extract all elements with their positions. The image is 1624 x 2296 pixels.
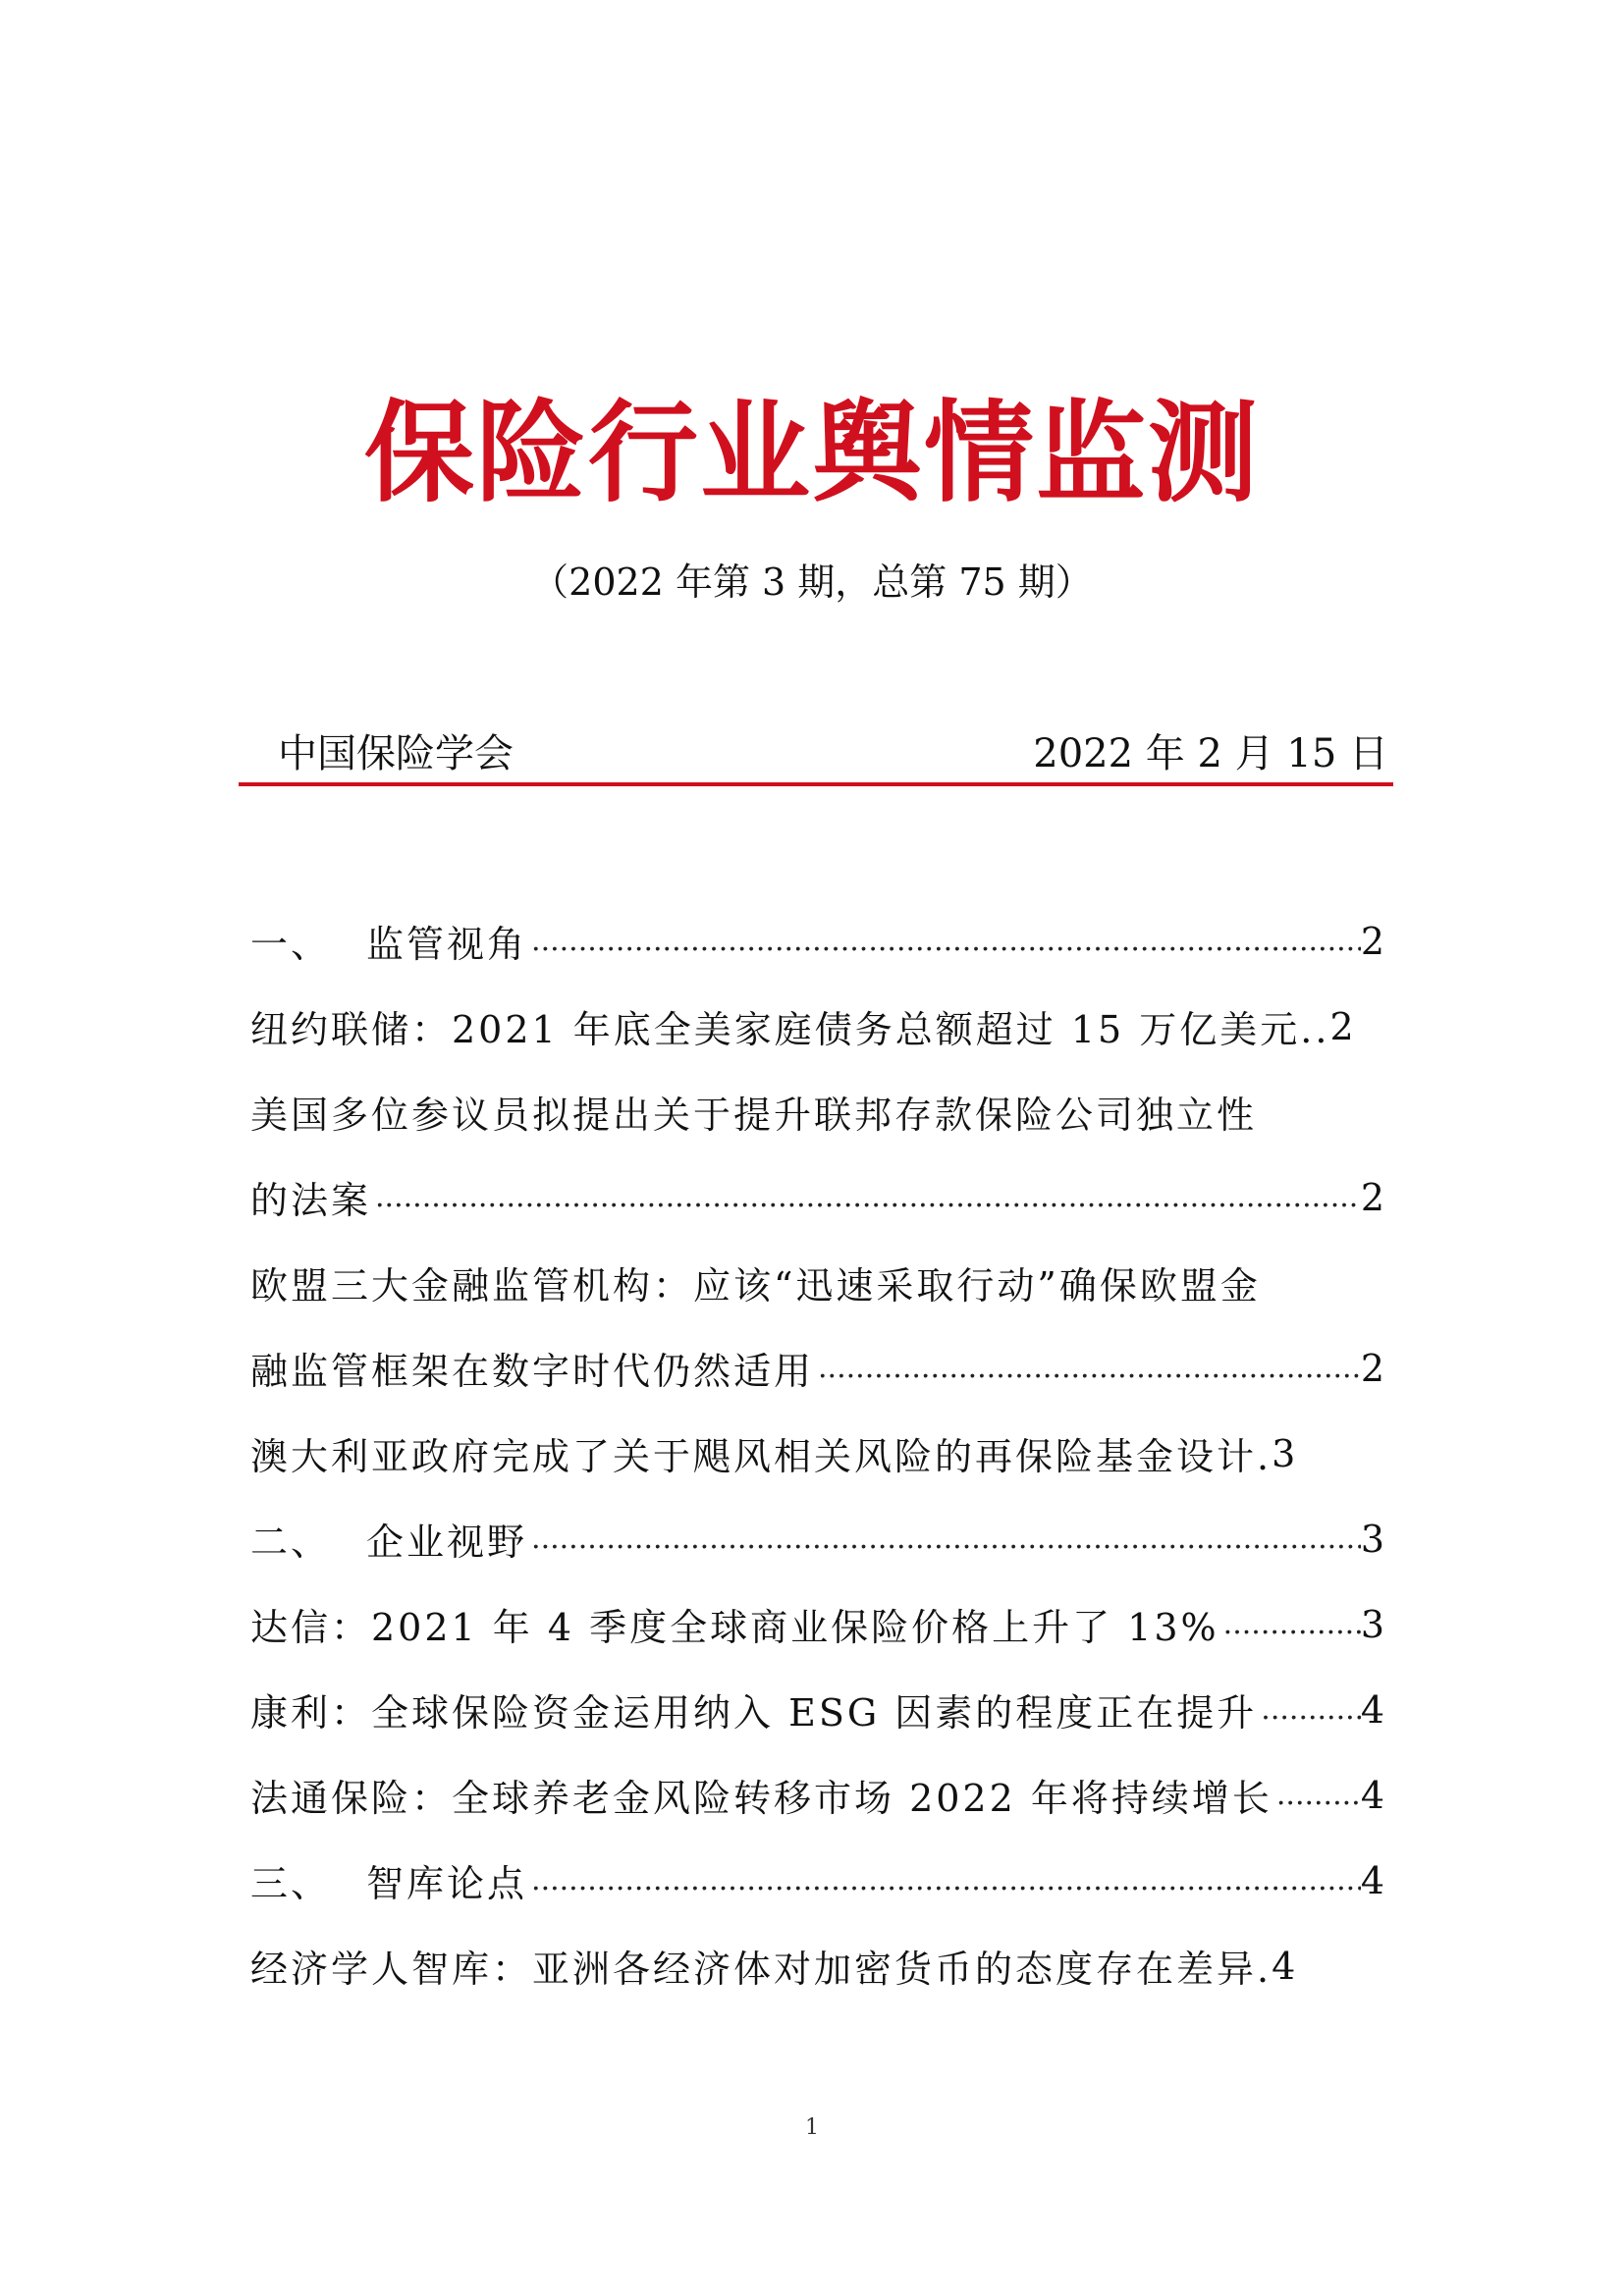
toc-section-2[interactable] (250, 1496, 1384, 1581)
toc-entry[interactable] (250, 1325, 1384, 1411)
toc-section-number: 三、 (250, 1862, 332, 1905)
document-title: 保险行业舆情监测 (364, 390, 1260, 517)
toc-entry-title: 达信：2021 年 4 季度全球商业保险价格上升了 13% (250, 1606, 1219, 1649)
toc-page-number: 2 (1360, 1175, 1384, 1219)
issue-number: （2022 年第 3 期，总第 75 期） (531, 561, 1093, 604)
toc-entry[interactable] (250, 1581, 1384, 1667)
toc-entry[interactable] (250, 1752, 1384, 1838)
toc-entry-title: 欧盟三大金融监管机构：应该“迅速采取行动”确保欧盟金 (250, 1264, 1261, 1308)
toc-entry-title: 法通保险：全球养老金风险转移市场 2022 年将持续增长 (250, 1777, 1272, 1820)
header-divider (239, 782, 1393, 786)
toc-leader-dots (527, 1522, 1361, 1556)
toc-entry[interactable] (250, 1154, 1384, 1240)
table-of-contents (250, 898, 1384, 2008)
toc-entry-title: 经济学人智库：亚洲各经济体对加密货币的态度存在差异. (250, 1948, 1272, 1991)
toc-page-number: 2 (1360, 1346, 1384, 1390)
toc-entry[interactable] (250, 1411, 1384, 1496)
toc-page-number: 4 (1360, 1858, 1384, 1902)
toc-section-title: 企业视野 (366, 1521, 528, 1564)
toc-entry-title: 康利：全球保险资金运用纳入 ESG 因素的程度正在提升 (250, 1691, 1258, 1735)
toc-section-title: 监管视角 (366, 923, 528, 966)
toc-entry[interactable] (250, 1069, 1384, 1154)
page-number: 1 (805, 2115, 819, 2140)
publisher-name: 中国保险学会 (278, 731, 514, 776)
toc-entry-title: 美国多位参议员拟提出关于提升联邦存款保险公司独立性 (250, 1094, 1258, 1137)
toc-leader-dots (814, 1351, 1361, 1385)
toc-entry-title: 澳大利亚政府完成了关于飓风相关风险的再保险基金设计. (250, 1435, 1272, 1478)
toc-entry[interactable] (250, 1240, 1384, 1325)
toc-entry-title: 的法案 (250, 1179, 372, 1222)
toc-page-number: 2 (1360, 919, 1384, 963)
toc-leader-dots (1257, 1692, 1361, 1727)
toc-page-number: 4 (1360, 1687, 1384, 1732)
toc-page-number: 2 (1329, 1004, 1354, 1048)
toc-entry[interactable] (250, 1667, 1384, 1752)
publish-date: 2022 年 2 月 15 日 (1033, 731, 1388, 776)
toc-leader-dots (527, 1863, 1361, 1897)
toc-leader-dots (371, 1180, 1361, 1214)
toc-page-number: 4 (1360, 1773, 1384, 1817)
toc-entry-title: 纽约联储：2021 年底全美家庭债务总额超过 15 万亿美元.. (250, 1008, 1330, 1051)
toc-entry-title: 融监管框架在数字时代仍然适用 (250, 1350, 815, 1393)
toc-section-number: 二、 (250, 1521, 332, 1564)
toc-entry[interactable] (250, 984, 1384, 1069)
toc-leader-dots (527, 924, 1361, 958)
toc-page-number: 3 (1272, 1431, 1296, 1475)
toc-page-number: 3 (1360, 1517, 1384, 1561)
toc-leader-dots (1272, 1778, 1361, 1812)
toc-page-number: 3 (1360, 1602, 1384, 1646)
toc-section-title: 智库论点 (366, 1862, 528, 1905)
toc-leader-dots (1219, 1607, 1361, 1641)
toc-section-3[interactable] (250, 1838, 1384, 1923)
toc-entry[interactable] (250, 1923, 1384, 2008)
toc-section-1[interactable] (250, 898, 1384, 984)
toc-page-number: 4 (1272, 1944, 1296, 1988)
toc-section-number: 一、 (250, 923, 332, 966)
